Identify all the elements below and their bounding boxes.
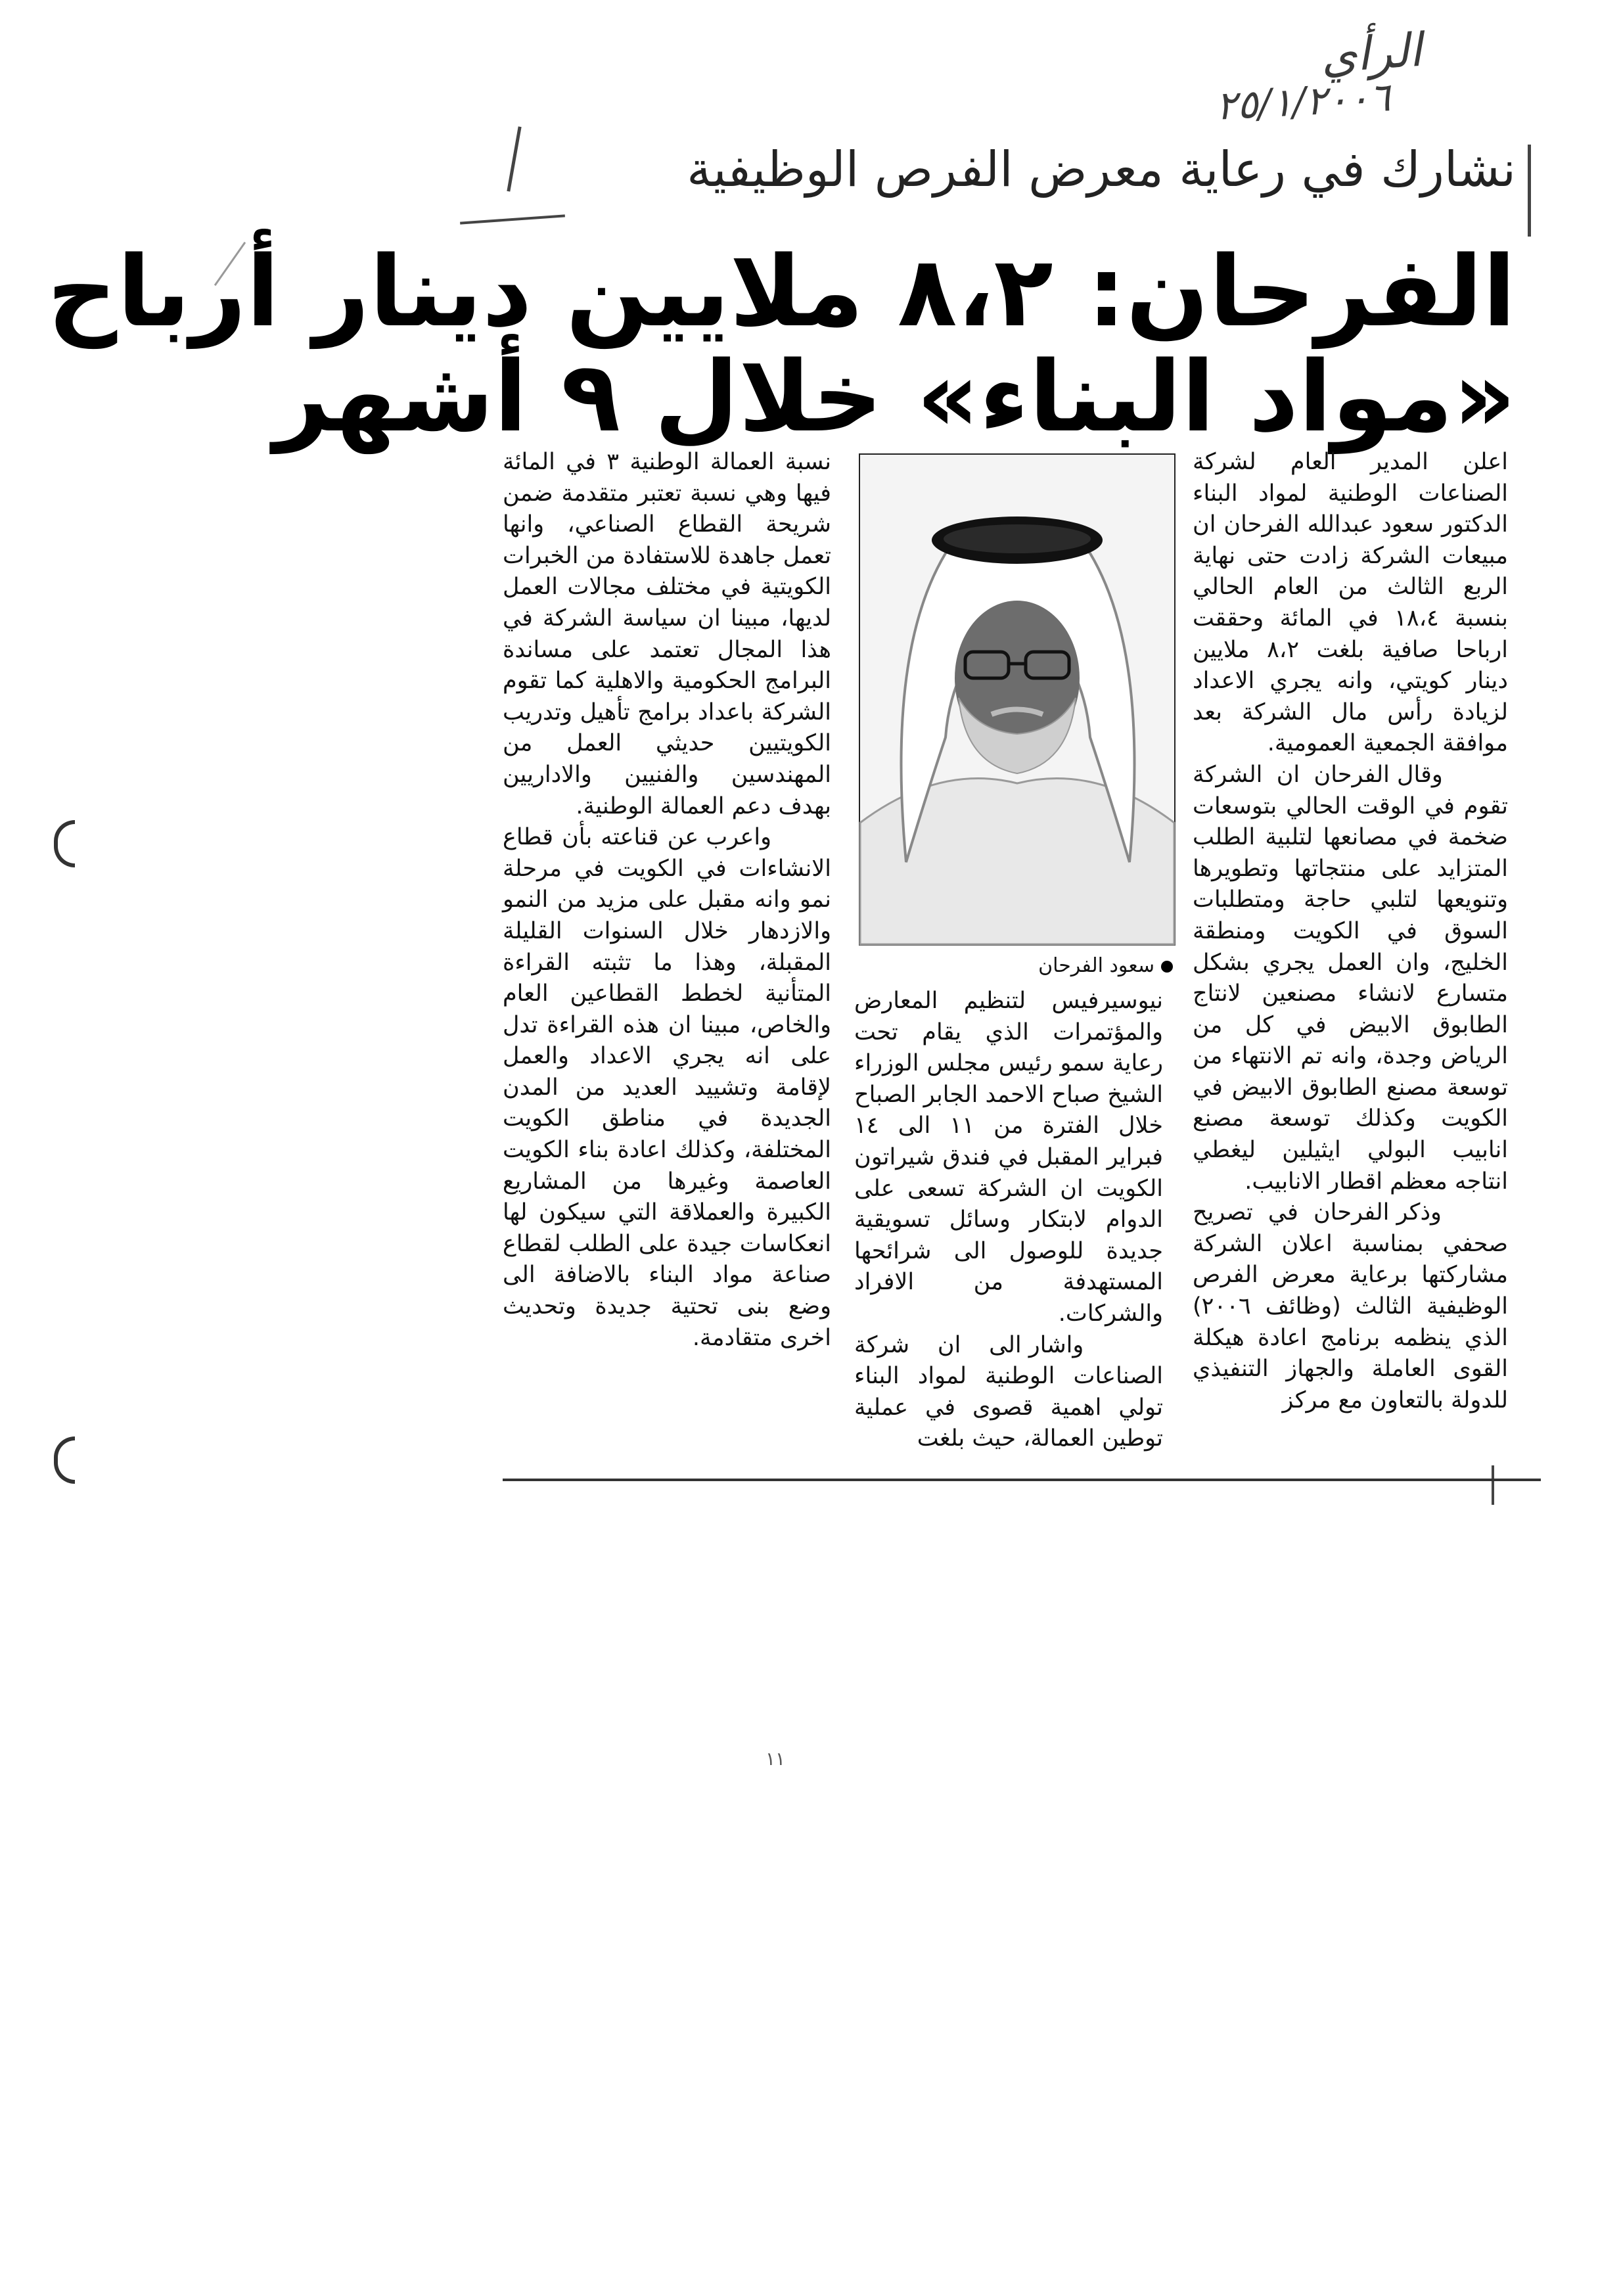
article-kicker: نشارك في رعاية معرض الفرص الوظيفية bbox=[687, 141, 1516, 198]
binder-hole-mark bbox=[54, 1436, 75, 1484]
photo-caption-text: سعود الفرحان bbox=[1038, 954, 1154, 977]
handwritten-date-note: ٢٥/١/٢٠٠٦ bbox=[1214, 74, 1392, 129]
article-column-middle: نيوسيرفيس لتنظيم المعارض والمؤتمرات الذي يقام تحت رعاية سمو رئيس مجلس الوزراء الشيخ صباح الاحمد الجابر الصباح خلال الفترة من ١١ الى ١٤ فبراير المقبل في فندق شيراتون الكويت ان الشركة تسعى على الدوام لابتكار وسائل تسويقية جديدة للوصول الى شرائحها المستهدفة من الافراد والشركات. واشار الى ان شركة الصناعات الوطنية لمواد البناء تولي اهمية قصوى في عملية توطين العمالة، حيث بلغت bbox=[854, 988, 1163, 1452]
article-column-right: اعلن المدير العام لشركة الصناعات الوطنية لمواد البناء الدكتور سعود عبدالله الفرحان ان مبيعات الشركة زادت حتى نهاية الربع الثالث من العام الحالي بنسبة ١٨،٤ في المائة وحققت ارباحا صافية بلغت ٨،٢ ملايين دينار كويتي، وانه يجري الاعداد لزيادة رأس مال الشركة بعد موافقة الجمعية العمومية. وقال الفرحان ان الشركة تقوم في الوقت الحالي بتوسعات ضخمة في مصانعها لتلبية الطلب المتزايد على منتجاتها وتطويرها وتنويعها لتلبي حاجة ومتطلبات السوق في الكويت ومنطقة الخليج، وان العمل يجري بشكل متسارع لانشاء مصنعين لانتاج الطابوق الابيض في كل من الرياض وجدة، وانه تم الانتهاء من توسعة مصنع الطابوق الابيض في الكويت وكذلك توسعة مصنع انابيب البولي ايثيلين ليغطي انتاجه معظم اقطار الانابيب. وذكر الفرحان في تصريح صحفي بمناسبة اعلان الشركة مشاركتها برعاية معرض الفرص الوظيفية الثالث (وظائف ٢٠٠٦) الذي ينظمه برنامج اعادة هيكلة القوى العاملة والجهاز التنفيذي للدولة بالتعاون مع مركز bbox=[1193, 449, 1509, 1413]
article-bottom-rule bbox=[503, 1479, 1541, 1481]
handwritten-source-note: الرأي bbox=[1319, 22, 1424, 84]
pen-mark bbox=[460, 214, 565, 224]
photo-caption bbox=[859, 954, 1173, 977]
article-column-left: نسبة العمالة الوطنية ٣ في المائة فيها وهي نسبة تعتبر متقدمة ضمن شريحة القطاع الصناعي، وانها تعمل جاهدة للاستفادة من الخبرات الكويتية في مختلف مجالات العمل لديها، مبينا ان سياسة الشركة في هذا المجال تعتمد على مساندة البرامج الحكومية والاهلية كما تقوم الشركة باعداد برامج تأهيل وتدريب الكويتيين حديثي العمل من المهندسين والفنيين والاداريين بهدف دعم العمالة الوطنية. واعرب عن قناعته بأن قطاع الانشاءات في الكويت في مرحلة نمو وانه مقبل على مزيد من النمو والازدهار خلال السنوات القليلة المقبلة، وهذا ما تثبته القراءة المتأنية لخطط القطاعين العام والخاص، مبينا ان هذه القراءة تدل على انه يجري الاعداد والعمل لإقامة وتشييد العديد من المدن الجديدة في مناطق الكويت المختلفة، وكذلك اعادة بناء الكويت العاصمة وغيرها من المشاريع الكبيرة والعملاقة التي سيكون لها انعكاسات جيدة على الطلب لقطاع صناعة مواد البناء بالاضافة الى وضع بنى تحتية جديدة وتحديث اخرى متقادمة. bbox=[503, 449, 831, 1351]
portrait-illustration bbox=[860, 455, 1174, 944]
binder-hole-mark bbox=[54, 820, 75, 867]
page-number: ١١ bbox=[765, 1748, 786, 1770]
portrait-photo bbox=[859, 453, 1176, 946]
headline-line-1: الفرحان: ٨،٢ ملايين دينار أرباح bbox=[47, 235, 1516, 348]
pen-mark bbox=[1528, 145, 1531, 237]
caption-bullet-icon bbox=[1161, 961, 1173, 973]
headline-line-2: «مواد البناء» خلال ٩ أشهر bbox=[273, 340, 1516, 453]
